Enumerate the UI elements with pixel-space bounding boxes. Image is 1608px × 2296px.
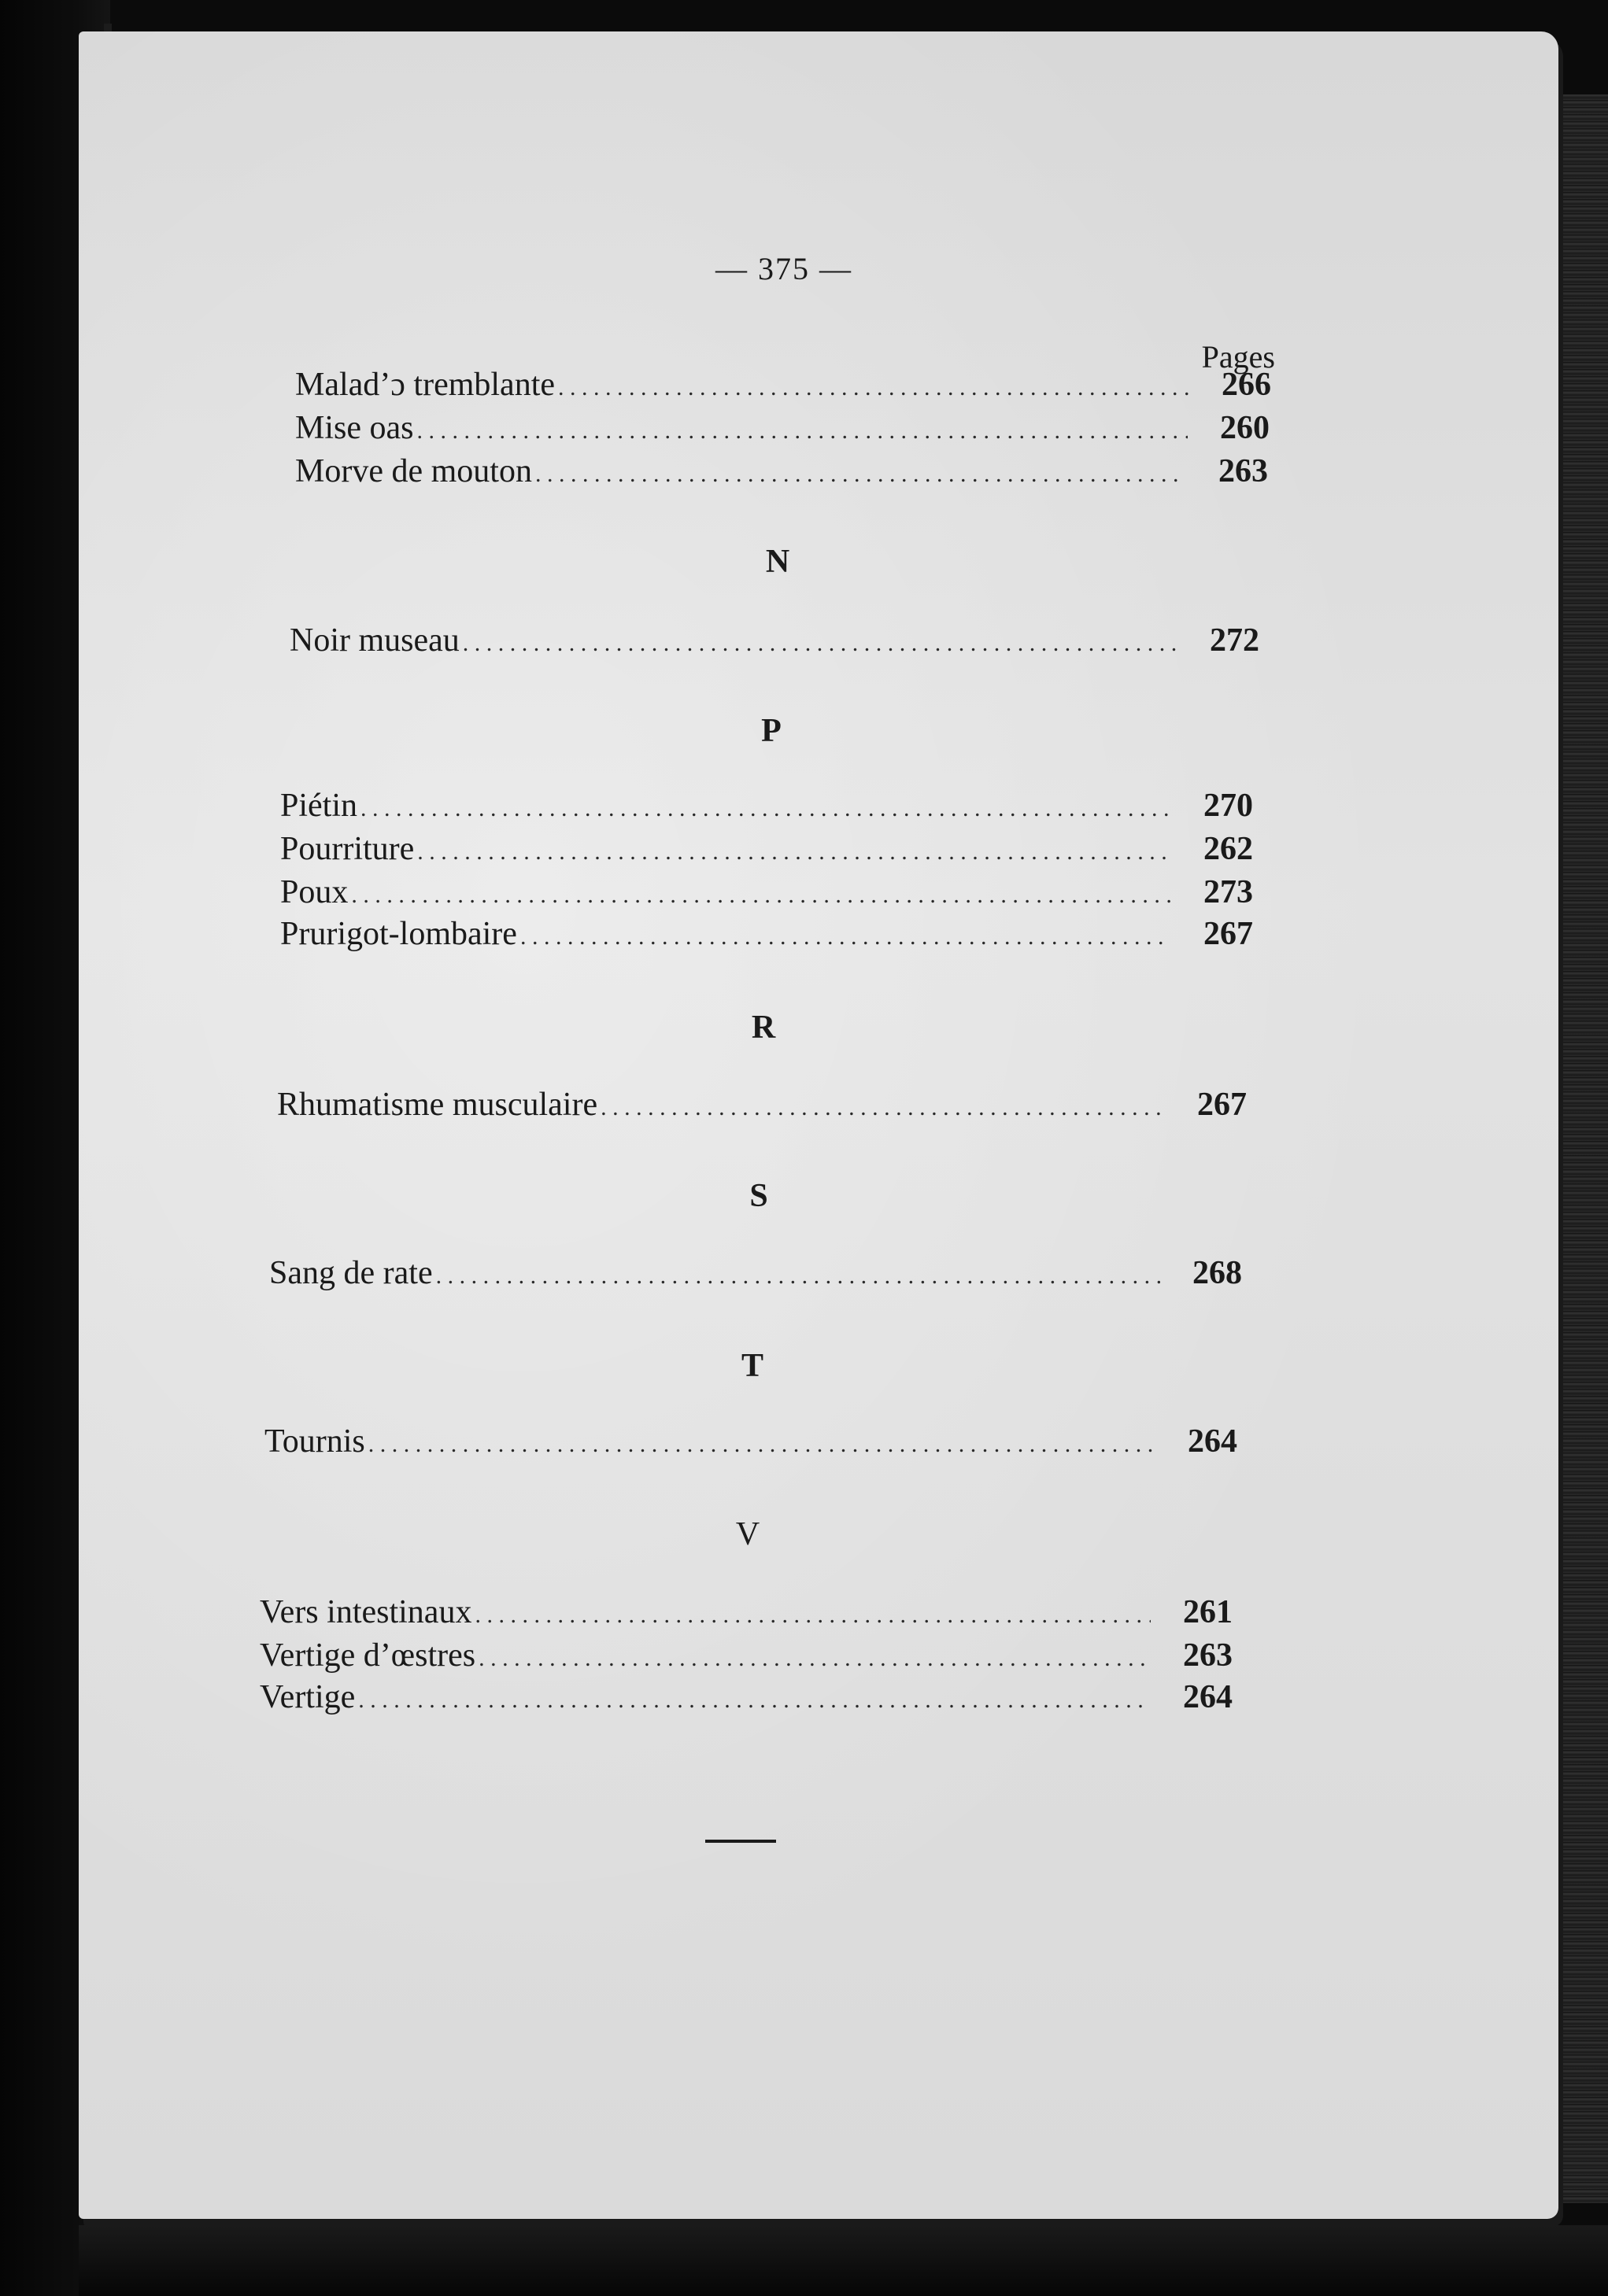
index-entry-term: Poux: [280, 874, 349, 910]
index-entry-page: 263: [1218, 453, 1268, 489]
end-rule: [705, 1840, 776, 1843]
leader-dots: [479, 1645, 1151, 1672]
index-entry-term: Pourriture: [280, 831, 415, 867]
bottom-page-fringe: [79, 2225, 1608, 2296]
section-letter: N: [765, 544, 790, 580]
index-entry: [280, 915, 1253, 959]
index-entry-term: Noir museau: [290, 622, 460, 659]
index-entry: [280, 787, 1253, 831]
index-entry-page: 262: [1203, 831, 1253, 867]
leader-dots: [601, 1094, 1165, 1121]
index-entry-page: 263: [1183, 1637, 1233, 1674]
index-entry-term: Malad’ɔ tremblante: [295, 367, 556, 403]
index-entry-term: Piétin: [280, 788, 358, 824]
index-entry: [260, 1593, 1233, 1637]
section-letter: T: [741, 1348, 763, 1384]
section-letter: S: [749, 1178, 768, 1214]
index-entry: [260, 1678, 1233, 1722]
index-entry: [295, 409, 1270, 453]
section-letter: P: [761, 713, 782, 749]
pages-column-header: Pages: [1201, 339, 1275, 375]
index-entry-page: 268: [1192, 1255, 1242, 1291]
index-entry-term: Vers intestinaux: [260, 1594, 472, 1630]
index-entry-page: 270: [1203, 788, 1253, 824]
index-entry: [277, 1086, 1247, 1130]
index-entry-term: Sang de rate: [269, 1255, 433, 1291]
section-letter: R: [751, 1010, 776, 1046]
leader-dots: [463, 630, 1177, 657]
leader-dots: [351, 882, 1171, 909]
leader-dots: [368, 1431, 1155, 1458]
leader-dots: [535, 461, 1186, 488]
leader-dots: [558, 375, 1189, 401]
leader-dots: [360, 795, 1171, 822]
page-number: — 375 —: [715, 251, 852, 286]
right-page-fringe: [1553, 94, 1608, 2203]
index-entry-term: Prurigot-lombaire: [280, 916, 517, 952]
index-entry: [295, 366, 1271, 410]
index-entry-page: 267: [1203, 916, 1253, 952]
index-entry-term: Mise oas: [295, 410, 414, 446]
index-entry: [264, 1423, 1237, 1467]
leader-dots: [417, 839, 1171, 866]
leader-dots: [358, 1687, 1151, 1714]
index-entry: [280, 873, 1253, 917]
index-entry-term: Tournis: [264, 1423, 365, 1460]
leader-dots: [475, 1602, 1151, 1629]
leader-dots: [417, 418, 1188, 445]
index-entry: [280, 830, 1253, 874]
index-entry: [269, 1254, 1242, 1298]
index-entry-term: Vertige: [260, 1679, 356, 1715]
index-entry-page: 261: [1183, 1594, 1233, 1630]
index-entry-page: 264: [1183, 1679, 1233, 1715]
leader-dots: [436, 1263, 1160, 1290]
index-entry-page: 260: [1220, 410, 1270, 446]
index-entry-page: 267: [1197, 1087, 1247, 1123]
index-entry-page: 264: [1188, 1423, 1237, 1460]
index-entry-page: 273: [1203, 874, 1253, 910]
index-entry-term: Morve de mouton: [295, 453, 532, 489]
index-entry-term: Rhumatisme musculaire: [277, 1087, 598, 1123]
index-entry: [295, 452, 1268, 496]
index-entry: [290, 622, 1259, 666]
index-entry-page: 266: [1222, 367, 1271, 403]
index-entry: [260, 1637, 1233, 1681]
index-entry-page: 272: [1210, 622, 1259, 659]
index-entry-term: Vertige d’œstres: [260, 1637, 476, 1674]
leader-dots: [520, 924, 1171, 951]
section-letter: V: [735, 1516, 760, 1552]
